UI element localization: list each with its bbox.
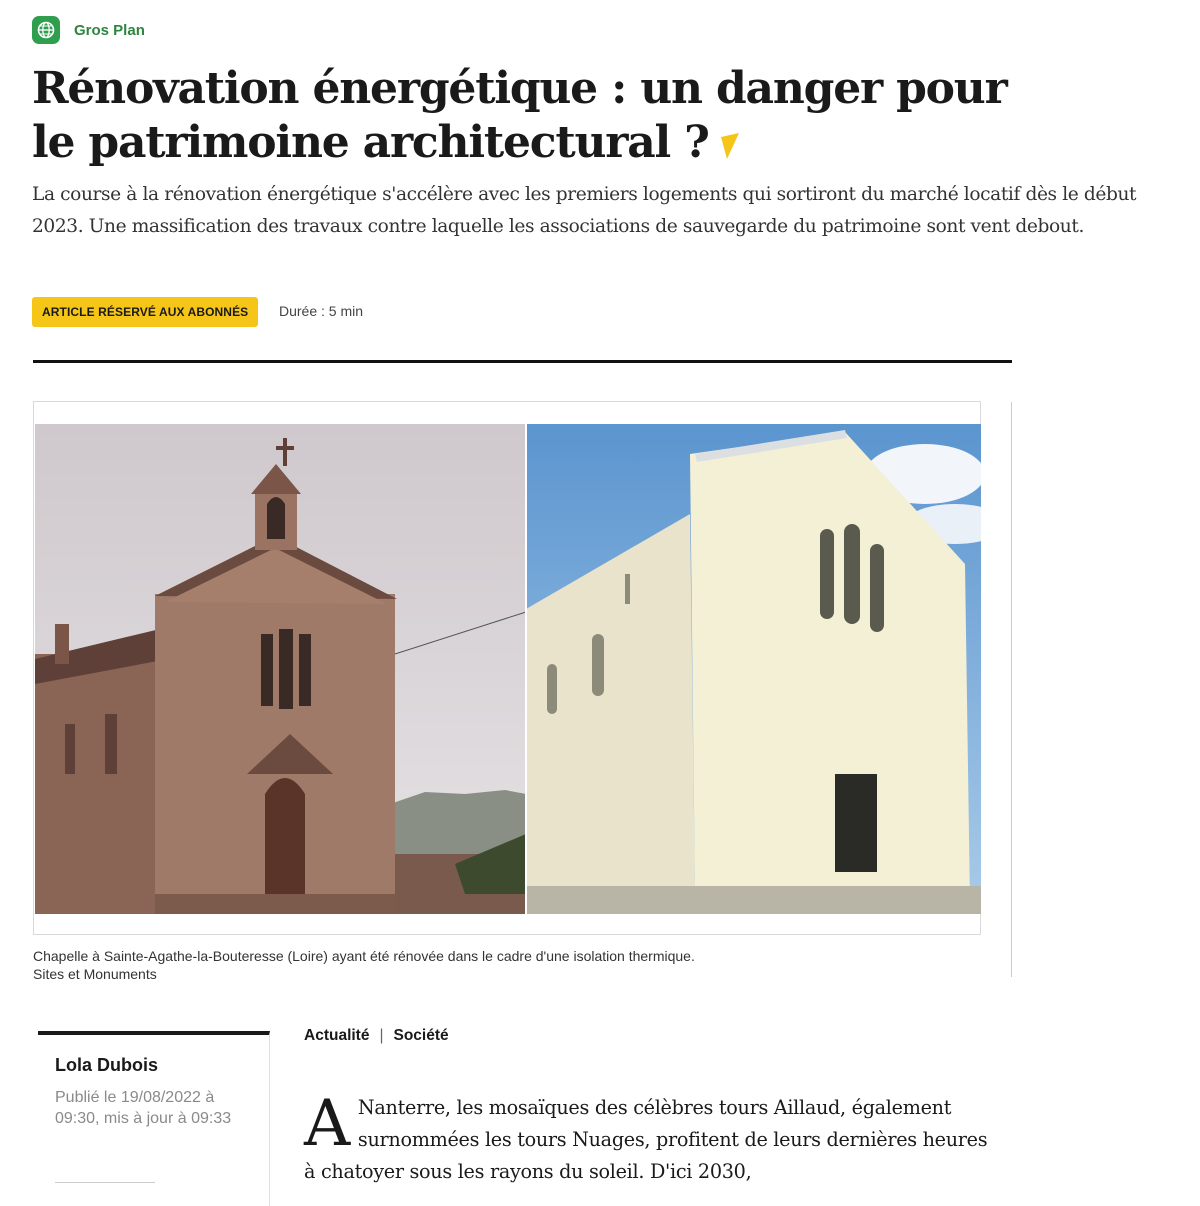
tag-list: [304, 1027, 449, 1045]
author-name[interactable]: Lola Dubois: [55, 1055, 158, 1075]
article-body-text: Nanterre, les mosaïques des célèbres tours Aillaud, également surnommées les tours Nuages, profitent de leurs dernières heures à chatoyer sous les rayons du soleil. D'ici 2030,: [304, 1096, 988, 1183]
rubric-label[interactable]: Gros Plan: [74, 21, 145, 39]
article-title-text: Rénovation énergétique : un danger pour le patrimoine architectural ?: [32, 63, 1007, 168]
article-body: [304, 1087, 994, 1188]
yellow-flag-icon: [719, 118, 739, 172]
subscriber-badge: ARTICLE RÉSERVÉ AUX ABONNÉS: [32, 297, 258, 327]
tag-separator: |: [379, 1027, 384, 1044]
figure-credit: Sites et Monuments: [33, 966, 157, 982]
rubric[interactable]: [32, 16, 145, 44]
article-lede: La course à la rénovation énergétique s'accélère avec les premiers logements qui sortiront du marché locatif dès le début 2023. Une massification des travaux contre laquelle les associations de sauvegarde du patrimoine sont vent debout.: [32, 184, 1137, 237]
drop-cap: A: [304, 1087, 350, 1161]
header-divider: [33, 360, 1012, 363]
article-photo: [35, 424, 981, 914]
tag-actualite[interactable]: Actualité: [304, 1027, 370, 1044]
publish-date: Publié le 19/08/2022 à 09:30, mis à jour à 09:33: [55, 1089, 232, 1127]
side-divider: [1011, 402, 1012, 977]
globe-icon: [32, 16, 60, 44]
article-title: [32, 62, 1032, 172]
tag-societe[interactable]: Société: [393, 1027, 449, 1044]
author-divider: [55, 1182, 155, 1183]
figure-caption: Chapelle à Sainte-Agathe-la-Bouteresse (Loire) ayant été rénovée dans le cadre d'une isolation thermique.: [33, 948, 695, 964]
author-card: [38, 1031, 270, 1206]
reading-duration: Durée : 5 min: [279, 303, 364, 319]
